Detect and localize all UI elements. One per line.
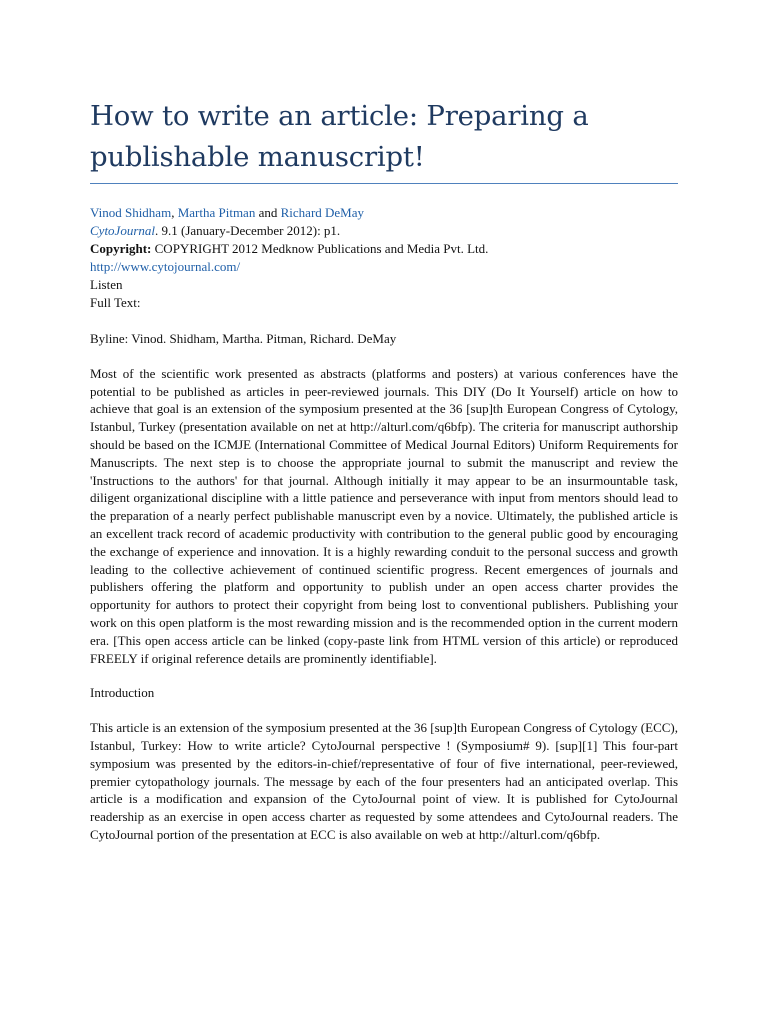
article-title: How to write an article: Preparing a publishable manuscript!	[90, 96, 678, 184]
byline: Byline: Vinod. Shidham, Martha. Pitman, Richard. DeMay	[90, 331, 397, 346]
spacer	[90, 702, 678, 719]
article-page	[90, 96, 678, 844]
author-link-demay[interactable]: Richard DeMay	[280, 205, 365, 220]
listen-label: Listen	[90, 277, 123, 292]
abstract-paragraph: Most of the scientific work presented as abstracts (platforms and posters) at various conferences have the potential to be published as articles in peer-reviewed journals. This DIY (Do It Yourself) article on how to achieve that goal is an extension of the symposium presented at the 36 [sup]th European Congress of Cytology, Istanbul, Turkey (presentation available on net at http://alturl.com/q6bfp). The criteria for manuscript authorship should be based on the ICMJE (International Committee of Medical Journal Editors) Uniform Requirements for Manuscripts. The next step is to choose the appropriate journal to submit the manuscript and review the 'Instructions to the authors' for that journal. Although initially it may appear to be an insurmountable task, diligent organizational discipline with a little patience and perseverance with input from mentors should lead to the preparation of a nearly perfect publishable manuscript even by a novice. Ultimately, the published article is an excellent track record of academic productivity with contribution to the general public good by encouraging the exchange of experience and innovation. It is a highly rewarding conduit to the personal success and growth leading to the collective achievement of continued scientific progress. Recent emergences of journals and publishers offering the platform and opportunity to publish under an open access charter provides the opportunity for authors to protect their copyright from being lost to conventional publishers. Publishing your work on this open platform is the most rewarding mission and is the recommended option in the current modern era. [This open access article can be linked (copy-paste link from HTML version of this article) or reproduced FREELY if original reference details are prominently identifiable].	[90, 365, 678, 666]
citation-line	[90, 222, 678, 240]
author-link-pitman[interactable]: Martha Pitman	[177, 205, 256, 220]
journal-link[interactable]: CytoJournal	[90, 223, 155, 238]
copyright-label: Copyright:	[90, 241, 152, 256]
citation-details: . 9.1 (January-December 2012): p1.	[155, 223, 341, 238]
full-text-label: Full Text:	[90, 295, 141, 310]
copyright-text: COPYRIGHT 2012 Medknow Publications and Media Pvt. Ltd.	[151, 241, 489, 256]
author-link-shidham[interactable]: Vinod Shidham	[90, 205, 172, 220]
spacer	[90, 667, 678, 684]
author-line	[90, 204, 678, 222]
spacer	[90, 312, 678, 330]
copyright-line	[90, 240, 678, 258]
author-separator: and	[255, 205, 281, 220]
article-meta	[90, 204, 678, 312]
author-separator: ,	[171, 205, 178, 220]
journal-url-link[interactable]: http://www.cytojournal.com/	[90, 259, 241, 274]
section-heading-introduction: Introduction	[90, 685, 155, 701]
spacer	[90, 348, 678, 365]
introduction-paragraph: This article is an extension of the symposium presented at the 36 [sup]th European Congress of Cytology (ECC), Istanbul, Turkey: How to write article? CytoJournal perspective ! (Symposium# 9). [sup][1] This four-part symposium was presented by the editors-in-chief/representative of four of five international, peer-reviewed, premier cytopathology journals. The message by each of the four presenters had an anticipated overlap. This article is a modification and expansion of the CytoJournal point of view. It is published for CytoJournal readership as an exercise in open access charter as requested by some attendees and CytoJournal readers. The CytoJournal portion of the presentation at ECC is also available on web at http://alturl.com/q6bfp.	[90, 720, 678, 842]
